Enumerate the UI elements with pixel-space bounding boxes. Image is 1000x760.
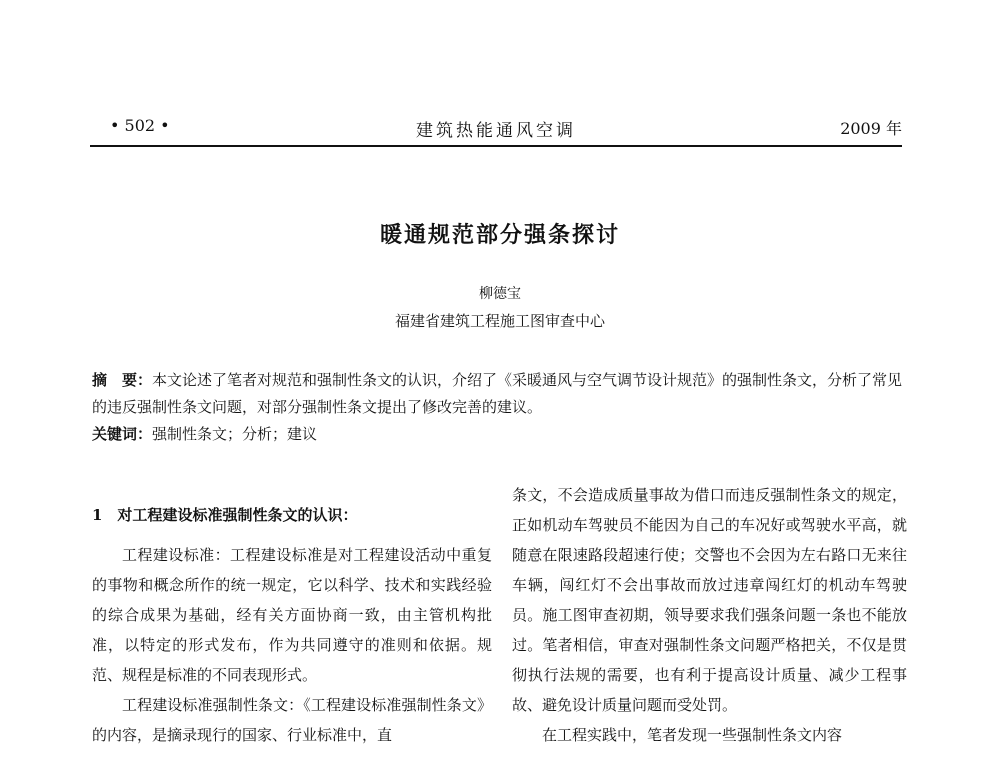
abstract-paragraph: [92, 367, 904, 421]
article-title: 暖通规范部分强条探讨: [379, 222, 620, 248]
header-divider: [90, 145, 902, 147]
body-paragraph: 工程建设标准强制性条文：《工程建设标准强制性条文》的内容，是摘录现行的国家、行业标准中，直: [92, 696, 492, 744]
section-heading: 1 对工程建设标准强制性条文的认识：: [92, 506, 358, 524]
abstract-block: [92, 367, 904, 448]
journal-title: 建筑热能通风空调: [416, 121, 576, 141]
running-header: [90, 116, 902, 140]
keywords-paragraph: [92, 421, 904, 448]
abstract-label: 摘 要：: [92, 371, 153, 389]
publication-year: 2009 年: [840, 119, 902, 138]
left-column: [92, 500, 492, 750]
author-name: 柳德宝: [479, 286, 521, 302]
author-affiliation: 福建省建筑工程施工图审查中心: [394, 312, 605, 330]
abstract-text: 本文论述了笔者对规范和强制性条文的认识，介绍了《采暖通风与空气调节设计规范》的强制性条文，分析了常见的违反强制性条文问题，对部分强制性条文提出了修改完善的建议。: [92, 371, 903, 416]
body-paragraph: 在工程实践中，笔者发现一些强制性条文内容: [542, 726, 843, 744]
body-paragraph: 工程建设标准：工程建设标准是对工程建设活动中重复的事物和概念所作的统一规定，它以科学、技术和实践经验的综合成果为基础，经有关方面协商一致，由主管机构批准，以特定的形式发布，作为共同遵守的准则和依据。规范、规程是标准的不同表现形式。: [92, 546, 492, 684]
page-number: • 502 •: [110, 116, 170, 135]
right-column: [512, 480, 907, 750]
body-paragraph: 条文，不会造成质量事故为借口而违反强制性条文的规定，正如机动车驾驶员不能因为自己的车况好或驾驶水平高，就随意在限速路段超速行使；交警也不会因为左右路口无来往车辆，闯红灯不会出事故而放过违章闯红灯的机动车驾驶员。施工图审查初期，领导要求我们强条问题一条也不能放过。笔者相信，审查对强制性条文问题严格把关，不仅是贯彻执行法规的需要，也有利于提高设计质量、减少工程事故、避免设计质量问题而受处罚。: [512, 486, 907, 714]
keywords-label: 关键词：: [92, 425, 153, 443]
keywords-text: 强制性条文；分析；建议: [152, 425, 318, 443]
